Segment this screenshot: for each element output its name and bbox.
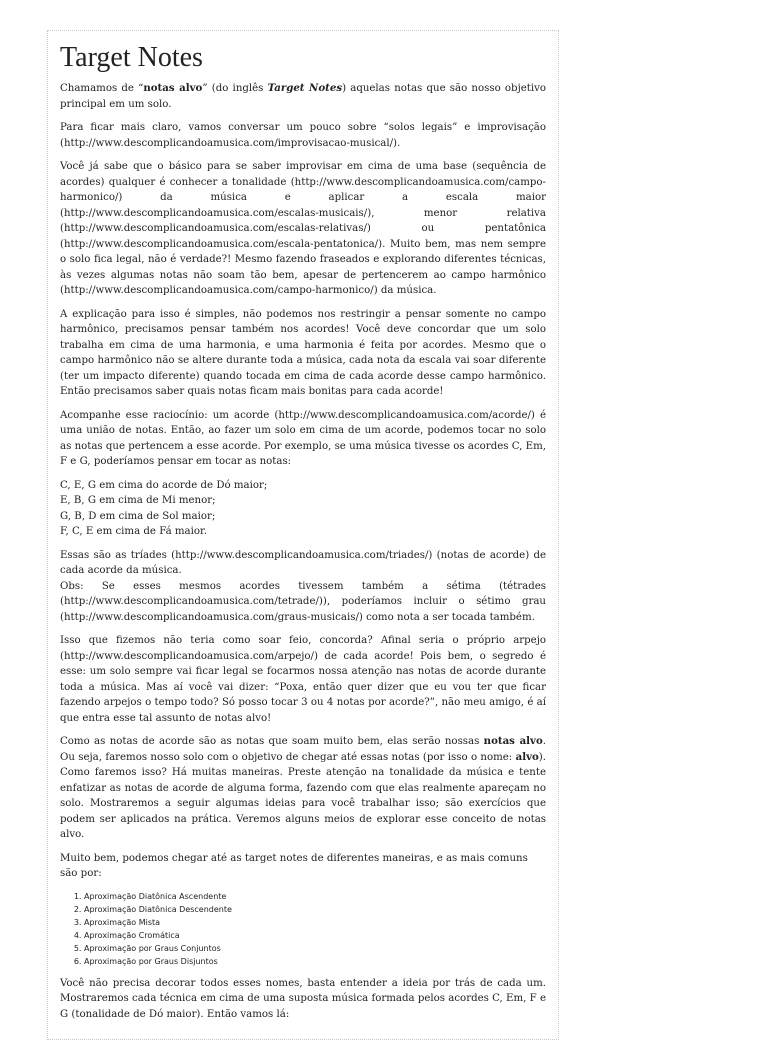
intro-bold-notas-alvo: notas alvo (143, 82, 203, 94)
chord-lines (60, 478, 546, 540)
paragraph-4: A explicação para isso é simples, não podemos nos restringir a pensar somente no campo harmônico, precisamos pensar também nos acordes! Você deve concordar que um solo trabalha em cima de uma harmonia, e uma harmonia é feita por acordes. Mesmo que o campo harmônico não se altere durante toda a música, cada nota da escala vai soar diferente (ter um impacto diferente) quando tocada em cima de cada acorde desse campo harmônico. Então precisamos saber quais notas ficam mais bonitas para cada acorde! (60, 308, 546, 397)
paragraph-obs: Obs: Se esses mesmos acordes tivessem também a sétima (tétrades (http://www.descomplicandoamusica.com/tetrade/)), poderíamos incluir o sétimo grau (http://www.descomplicandoamusica.com/graus-musicais/) como nota a ser tocada também. (60, 580, 546, 623)
approach-list (60, 890, 546, 968)
paragraph-8: Isso que fizemos não teria como soar feio, concorda? Afinal seria o próprio arpejo (http://www.descomplicandoamusica.com/arpejo/) de cada acorde! Pois bem, o segredo é esse: um solo sempre vai ficar legal se focarmos nossa atenção nas notas de acorde durante toda a música. Mas aí você vai dizer: “Poxa, então quer dizer que eu vou ter que ficar fazendo arpejos o tempo todo? Só posso tocar 3 ou 4 notas por acorde?”, não meu amigo, é aí que entra esse tal assunto de notas alvo! (60, 635, 546, 724)
p9-text-a: Como as notas de acorde são as notas que soam muito bem, elas serão nossas (60, 736, 484, 747)
intro-text-a: Chamamos de “ (60, 83, 144, 94)
paragraph-3: Você já sabe que o básico para se saber improvisar em cima de uma base (sequência de acordes) qualquer é conhecer a tonalidade (http://www.descomplicandoamusica.com/campo-harmonico/) da música e aplicar a escala maior (http://www.descomplicandoamusica.com/escalas-musicais/), menor relativa (http://www.descomplicandoamusica.com/escalas-relativas/) ou pentatônica (http://www.descomplicandoamusica.com/escala-pentatonica/). Muito bem, mas nem sempre o solo fica legal, não é verdade?! Mesmo fazendo fraseados e explorando diferentes técnicas, às vezes algumas notas não soam tão bem, apesar de pertencerem ao campo harmônico (http://www.descomplicandoamusica.com/campo-harmonico/) da música. (60, 161, 546, 296)
list-item: 3. Aproximação Mista (84, 916, 546, 929)
chord-line: F, C, E em cima de Fá maior. (60, 526, 207, 537)
p9-bold-notas-alvo: notas alvo (483, 735, 543, 747)
page-title: Target Notes (60, 42, 203, 73)
paragraph-11: Você não precisa decorar todos esses nomes, basta entender a ideia por trás de cada um. Mostraremos cada técnica em cima de uma suposta música formada pelos acordes C, Em, F e G (tonalidade de Dó maior). Então vamos lá: (60, 977, 546, 1020)
paragraph-6: Essas são as tríades (http://www.descomplicandoamusica.com/triades/) (notas de acorde) de cada acorde da música. (60, 549, 546, 576)
list-item: 4. Aproximação Cromática (84, 929, 546, 942)
list-item: 5. Aproximação por Graus Conjuntos (84, 942, 546, 955)
p9-bold-alvo: alvo (515, 750, 539, 763)
paragraph-10: Muito bem, podemos chegar até as target notes de diferentes maneiras, e as mais comuns são por: (60, 852, 528, 879)
list-item: 1. Aproximação Diatônica Ascendente (84, 890, 546, 903)
p9-text-c: . Ou seja, faremos nosso solo com o objetivo de chegar até essas notas (por isso o nome: (60, 736, 546, 763)
intro-bold-target-notes: Target Notes (267, 82, 343, 94)
intro-text-e: ) aquelas notas que são nosso objetivo principal em um solo. (60, 83, 547, 110)
intro-text-c: ” (do inglês (202, 83, 268, 94)
list-item: 6. Aproximação por Graus Disjuntos (84, 955, 546, 968)
paragraph-2: Para ficar mais claro, vamos conversar um pouco sobre “solos legais” e improvisação (http://www.descomplicandoamusica.com/improvisacao-musical/). (60, 122, 546, 149)
paragraph-5: Acompanhe esse raciocínio: um acorde (http://www.descomplicandoamusica.com/acorde/) é uma união de notas. Então, ao fazer um solo em cima de um acorde, podemos tocar no solo as notas que pertencem a esse acorde. Por exemplo, se uma música tivesse os acordes C, Em, F e G, poderíamos pensar em tocar as notas: (60, 409, 546, 467)
p9-text-e: ). Como faremos isso? Há muitas maneiras. Preste atenção na tonalidade da música e tente enfatizar as notas de acorde de alguma forma, fazendo com que elas realmente apareçam no solo. Mostraremos a seguir algumas ideias para você trabalhar isso; são exercícios que podem ser aplicados na prática. Veremos alguns meios de explorar esse conceito de notas alvo. (60, 751, 546, 840)
chord-line: C, E, G em cima do acorde de Dó maior; (60, 479, 268, 491)
paragraph-9 (60, 734, 546, 843)
intro-paragraph (60, 81, 546, 112)
chord-line: G, B, D em cima de Sol maior; (60, 510, 216, 522)
document-page (47, 30, 559, 1040)
list-item: 2. Aproximação Diatônica Descendente (84, 903, 546, 916)
chord-line: E, B, G em cima de Mi menor; (60, 495, 216, 506)
